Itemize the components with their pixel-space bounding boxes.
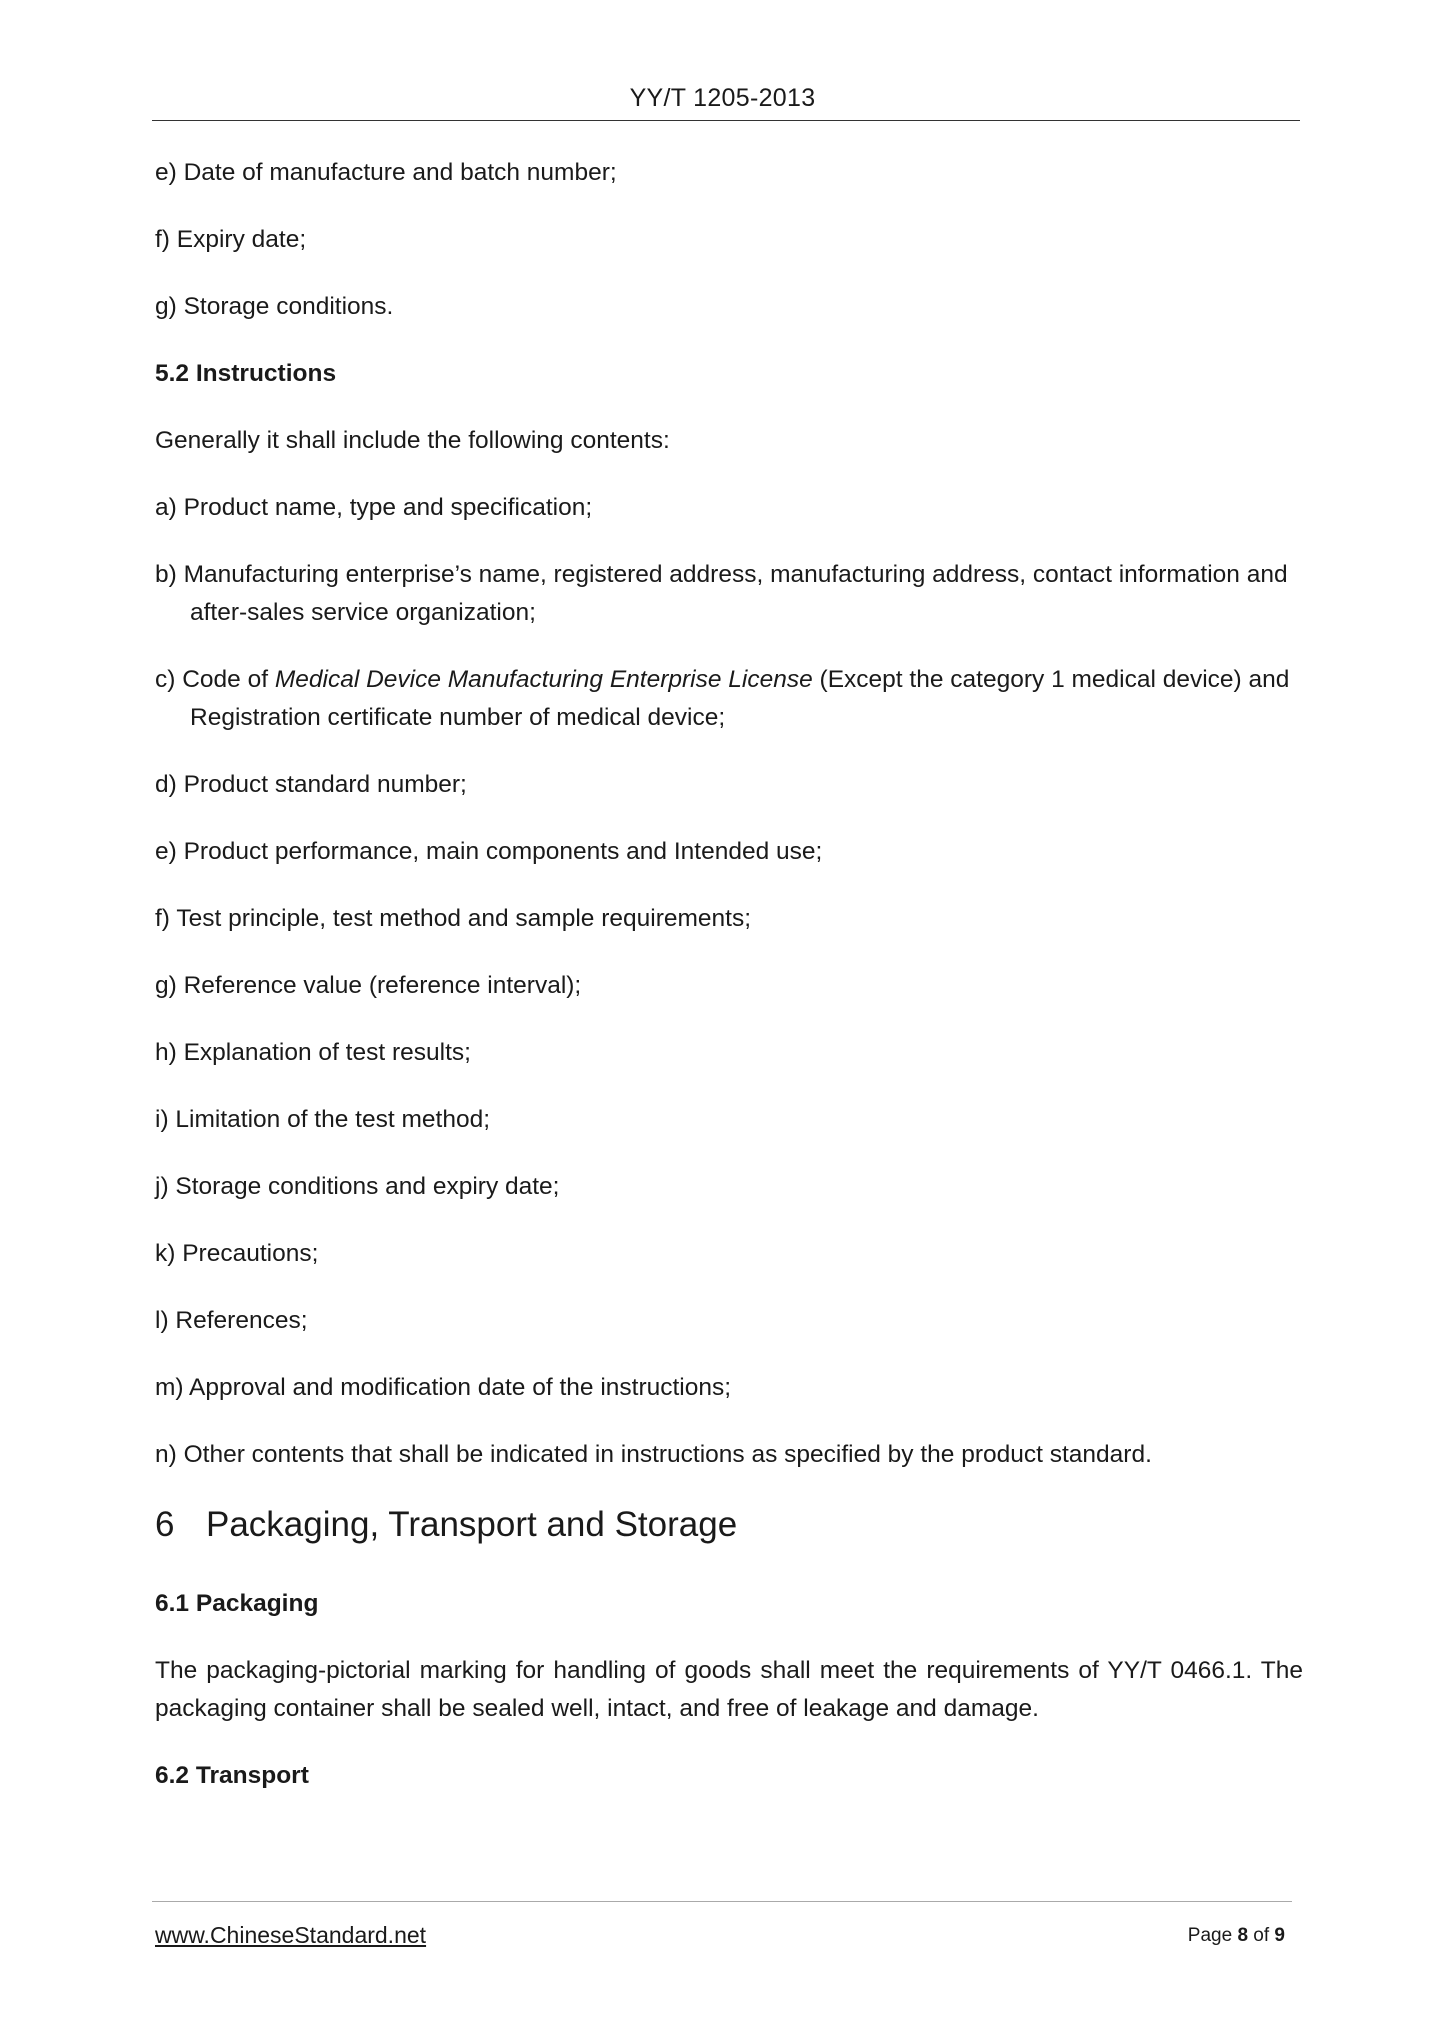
section-6-2-title: 6.2 Transport	[155, 1762, 309, 1789]
instruction-item-g: g) Reference value (reference interval);	[155, 972, 582, 999]
page-body	[155, 154, 1303, 1824]
instruction-item-b: b) Manufacturing enterprise’s name, registered address, manufacturing address, contact information and after-sales service organization;	[155, 561, 1288, 626]
instruction-item-a: a) Product name, type and specification;	[155, 494, 593, 521]
instruction-item-m: m) Approval and modification date of the instructions;	[155, 1374, 732, 1401]
instruction-item-h: h) Explanation of test results;	[155, 1039, 471, 1066]
license-name-italic: Medical Device Manufacturing Enterprise License	[274, 666, 813, 693]
page-number	[1188, 1925, 1285, 1947]
section-6-heading	[155, 1503, 1303, 1547]
instruction-item-n: n) Other contents that shall be indicated in instructions as specified by the product standard.	[155, 1441, 1152, 1468]
page-current: 8	[1237, 1925, 1249, 1946]
instruction-item-e: e) Product performance, main components and Intended use;	[155, 838, 823, 865]
section-6-title: Packaging, Transport and Storage	[206, 1505, 738, 1544]
page-of: of	[1248, 1925, 1275, 1946]
section-5-2-title: 5.2 Instructions	[155, 360, 337, 387]
list-item-g-storage: g) Storage conditions.	[155, 293, 394, 320]
instruction-item-j: j) Storage conditions and expiry date;	[155, 1173, 560, 1200]
instruction-item-c	[155, 661, 1303, 737]
page-word: Page	[1187, 1925, 1238, 1946]
list-item-e-manufacture: e) Date of manufacture and batch number;	[155, 159, 617, 186]
instruction-item-c-suffix: (Except the category 1 medical device) and Registration certificate number of medical device;	[190, 666, 1290, 731]
section-6-1-title: 6.1 Packaging	[155, 1590, 319, 1617]
instruction-item-k: k) Precautions;	[155, 1240, 319, 1267]
list-item-f-expiry: f) Expiry date;	[155, 226, 307, 253]
header-divider	[152, 120, 1300, 121]
instruction-item-i: i) Limitation of the test method;	[155, 1106, 490, 1133]
footer-website-link[interactable]: www.ChineseStandard.net	[155, 1922, 427, 1948]
footer-divider	[152, 1901, 1292, 1902]
section-5-2-intro: Generally it shall include the following contents:	[155, 427, 670, 454]
section-6-1-text: The packaging-pictorial marking for handling of goods shall meet the requirements of YY/T 0466.1. The packaging container shall be sealed well, intact, and free of leakage and damage.	[155, 1657, 1303, 1722]
instruction-item-d: d) Product standard number;	[155, 771, 467, 798]
instruction-item-l: l) References;	[155, 1307, 308, 1334]
page-total: 9	[1274, 1925, 1285, 1946]
document-code-header: YY/T 1205-2013	[629, 84, 816, 112]
section-6-number: 6	[155, 1505, 175, 1544]
instruction-item-c-prefix: c) Code of	[155, 666, 275, 693]
instruction-item-f: f) Test principle, test method and sample requirements;	[155, 905, 752, 932]
